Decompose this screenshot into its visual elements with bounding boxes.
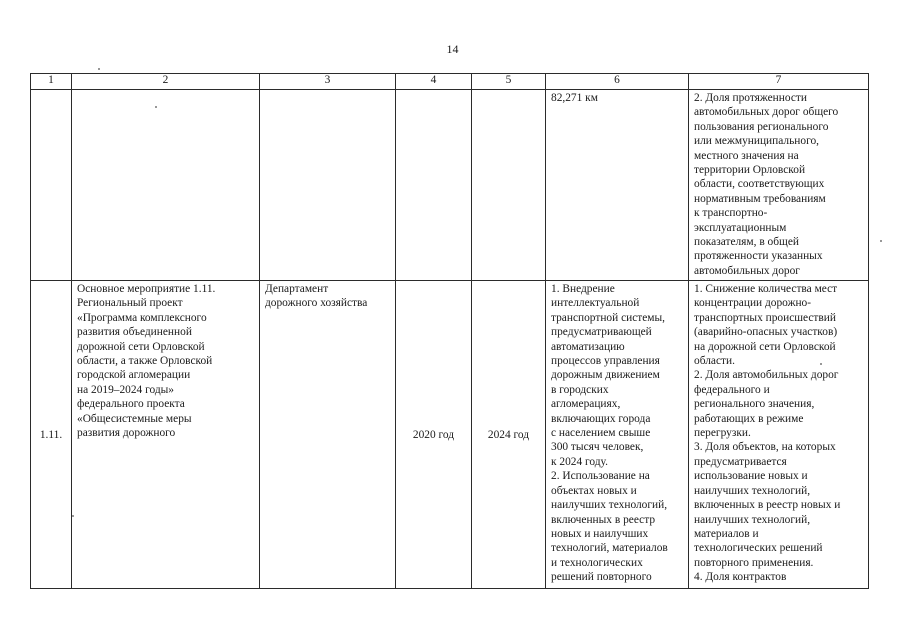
column-number-row bbox=[31, 74, 869, 90]
column-number-5: 5 bbox=[472, 74, 546, 90]
column-number-6: 6 bbox=[546, 74, 689, 90]
column-number-7: 7 bbox=[689, 74, 869, 90]
cell-expected-result: 82,271 км bbox=[546, 90, 689, 281]
cell-measure-name: Основное мероприятие 1.11. Региональный проект «Программа комплексного развития объединенной дорожной сети Орловской области, а также Орловской городской агломерации на 2019–2024 годы» федерального проекта «Общесистемные меры развития дорожного bbox=[72, 281, 260, 589]
cell-indicators: 1. Снижение количества мест концентрации дорожно- транспортных происшествий (аварийно-опасных участков) на дорожной сети Орловской области. 2. Доля автомобильных дорог федерального и регионального значения, работающих в режиме перегрузки. 3. Доля объектов, на которых предусматривается использование новых и наилучших технологий, включенных в реестр новых и наилучших технологий, материалов и технологических решений повторного применения. 4. Доля контрактов bbox=[689, 281, 869, 589]
table-row bbox=[31, 281, 869, 589]
cell-end-year bbox=[472, 90, 546, 281]
column-number-4: 4 bbox=[396, 74, 472, 90]
scan-speck bbox=[155, 106, 157, 108]
column-number-1: 1 bbox=[31, 74, 72, 90]
cell-number: 1.11. bbox=[31, 281, 72, 589]
scan-speck bbox=[880, 240, 882, 242]
page-number: 14 bbox=[446, 42, 459, 56]
cell-expected-result: 1. Внедрение интеллектуальной транспортной системы, предусматривающей автоматизацию процессов управления дорожным движением в городских агломерациях, включающих города с населением свыше 300 тысяч человек, к 2024 году. 2. Использование на объектах новых и наилучших технологий, включенных в реестр новых и наилучших технологий, материалов и технологических решений повторного bbox=[546, 281, 689, 589]
column-number-2: 2 bbox=[72, 74, 260, 90]
cell-indicators: 2. Доля протяженности автомобильных дорог общего пользования регионального или межмуниципального, местного значения на территории Орловской области, соответствующих нормативным требованиям к транспортно- эксплуатационным показателям, в общей протяженности указанных автомобильных дорог bbox=[689, 90, 869, 281]
cell-executor: Департамент дорожного хозяйства bbox=[260, 281, 396, 589]
cell-executor bbox=[260, 90, 396, 281]
cell-number bbox=[31, 90, 72, 281]
table-row bbox=[31, 90, 869, 281]
cell-end-year: 2024 год bbox=[472, 281, 546, 589]
column-number-3: 3 bbox=[260, 74, 396, 90]
scan-speck bbox=[72, 515, 74, 517]
cell-start-year bbox=[396, 90, 472, 281]
program-table bbox=[30, 73, 869, 589]
cell-start-year: 2020 год bbox=[396, 281, 472, 589]
scan-speck bbox=[98, 68, 100, 70]
scan-speck bbox=[820, 363, 822, 365]
cell-measure-name bbox=[72, 90, 260, 281]
